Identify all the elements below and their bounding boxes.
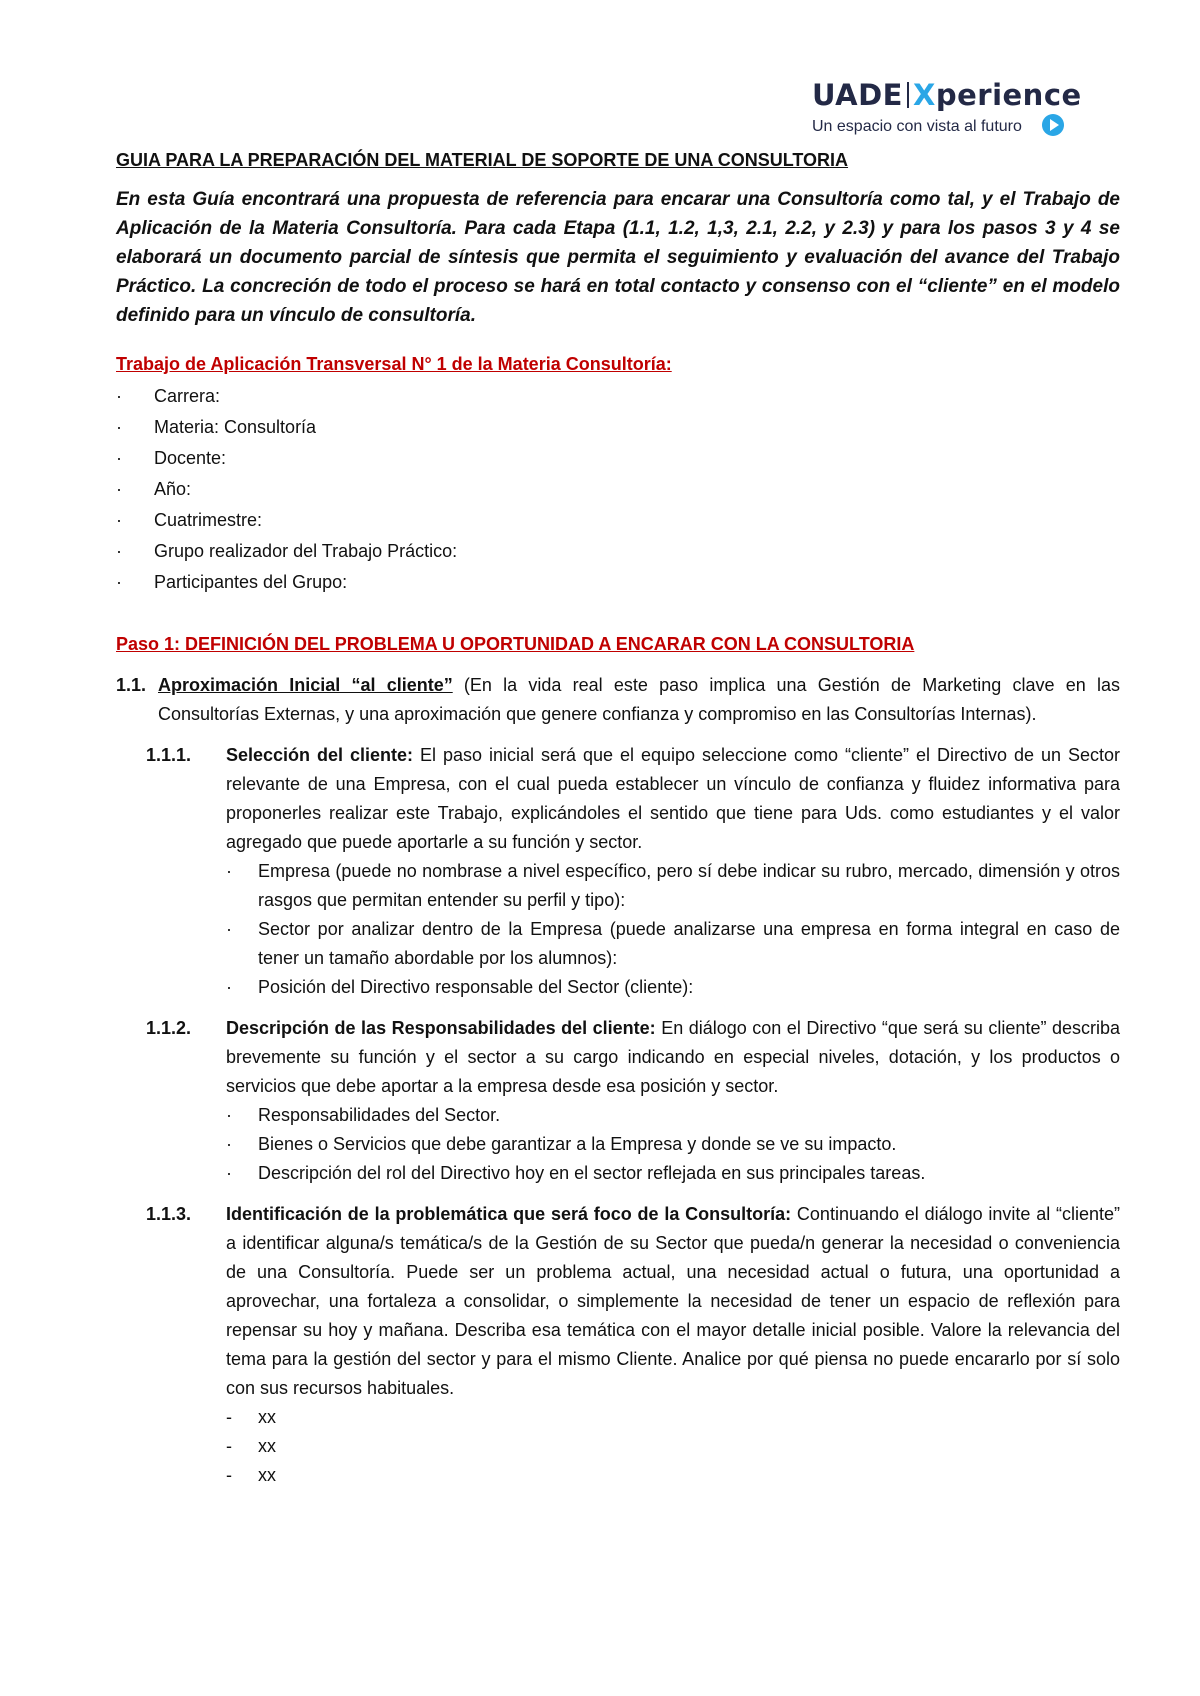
section-number: 1.1.1. — [146, 745, 192, 765]
logo-wordmark — [812, 78, 1082, 112]
field-grupo: · Grupo realizador del Trabajo Práctico: — [116, 536, 1120, 567]
list-item: · Posición del Directivo responsable del Sector (cliente): — [226, 973, 1120, 1002]
intro-paragraph: En esta Guía encontrará una propuesta de referencia para encarar una Consultoría como tal, y el Trabajo de Aplicación de la Materia Consultoría. Para cada Etapa (1.1, 1.2, 1,3, 2.1, 2.2, y 2.3) y para los pasos 3 y 4 se elaborará un documento parcial de síntesis que permita el seguimiento y evaluación del avance del Trabajo Práctico. La concreción de todo el proceso se hará en total contacto y consenso con el “cliente” en el modelo definido para un vínculo de consultoría. — [116, 189, 1120, 326]
section-text: En diálogo con el Directivo “que será su cliente” describa brevemente su función y el sector a su cargo indicando en especial niveles, dotación, y los productos o servicios que debe aportar a la empresa desde esa posición y sector. — [226, 1018, 1120, 1096]
field-anio: · Año: — [116, 474, 1120, 505]
logo-x: X — [912, 78, 936, 112]
section-paragraph — [226, 1200, 1120, 1403]
section-text: El paso inicial será que el equipo seleccione como “cliente” el Directivo de un Sector relevante de una Empresa, con el cual pueda establecer un vínculo de confianza y fluidez informativa para proponerles realizar este Trabajo, explicándoles el sentido que tiene para Uds. como estudiantes y el valor agregado que puede aportarle a su función y sector. — [226, 745, 1121, 852]
list-item: - xx — [226, 1461, 1120, 1490]
paso1-heading: Paso 1: DEFINICIÓN DEL PROBLEMA U OPORTUNIDAD A ENCARAR CON LA CONSULTORIA — [116, 634, 915, 654]
dash-list — [226, 1403, 1120, 1490]
list-item: - xx — [226, 1432, 1120, 1461]
section-text: Continuando el diálogo invite al “cliente” a identificar alguna/s temática/s de la Gestión de su Sector que pueda/n generar la necesidad o conveniencia de una Consultoría. Puede ser un problema actual, una necesidad actual o futura, una oportunidad a aprovechar, una fortaleza a consolidar, o simplemente la necesidad de tener un espacio de reflexión para repensar su hoy y mañana. Describa esa temática con el mayor detalle inicial posible. Valore la relevancia del tema para la gestión del sector y para el mismo Cliente. Analice por qué piensa no puede encararlo por sí solo con sus recursos habituales. — [226, 1204, 1121, 1398]
list-item: · Responsabilidades del Sector. — [226, 1101, 1120, 1130]
section-lead: Selección del cliente: — [226, 745, 414, 765]
list-item: · Empresa (puede no nombrase a nivel específico, pero sí debe indicar su rubro, mercado, dimensión y otros rasgos que permitan entender su perfil y tipo): — [226, 857, 1120, 915]
section-number: 1.1.2. — [146, 1018, 192, 1038]
section-lead: Aproximación Inicial “al cliente” — [158, 675, 453, 695]
play-icon — [1042, 114, 1064, 136]
section-1-1-3 — [116, 1200, 1120, 1490]
document-title: GUIA PARA LA PREPARACIÓN DEL MATERIAL DE SOPORTE DE UNA CONSULTORIA — [116, 150, 849, 170]
section-paragraph — [226, 741, 1120, 857]
list-item: · Descripción del rol del Directivo hoy en el sector reflejada en sus principales tareas. — [226, 1159, 1120, 1188]
logo-rest: perience — [935, 78, 1082, 112]
field-materia: · Materia: Consultoría — [116, 412, 1120, 443]
trabajo-fields — [116, 381, 1120, 598]
section-1-1-2 — [116, 1014, 1120, 1188]
section-1-1 — [116, 671, 1120, 729]
bullet-list — [226, 1101, 1120, 1188]
list-item: · Sector por analizar dentro de la Empresa (puede analizarse una empresa en forma integral en caso de tener un tamaño abordable por los alumnos): — [226, 915, 1120, 973]
logo-brand: UADE — [812, 78, 903, 112]
logo-tagline: Un espacio con vista al futuro — [812, 118, 1022, 135]
field-docente: · Docente: — [116, 443, 1120, 474]
list-item: - xx — [226, 1403, 1120, 1432]
uade-xperience-logo — [812, 78, 1082, 148]
bullet-list — [226, 857, 1120, 1002]
field-cuatrimestre: · Cuatrimestre: — [116, 505, 1120, 536]
section-number: 1.1. — [116, 675, 147, 695]
trabajo-heading: Trabajo de Aplicación Transversal N° 1 de la Materia Consultoría: — [116, 354, 672, 374]
section-text: (En la vida real este paso implica una Gestión de Marketing clave en las Consultorías Externas, y una aproximación que genere confianza y compromiso en las Consultorías Internas). — [158, 675, 1120, 724]
field-participantes: · Participantes del Grupo: — [116, 567, 1120, 598]
section-1-1-1 — [116, 741, 1120, 1002]
list-item: · Bienes o Servicios que debe garantizar a la Empresa y donde se ve su impacto. — [226, 1130, 1120, 1159]
section-lead: Descripción de las Responsabilidades del cliente: — [226, 1018, 656, 1038]
document-body — [116, 150, 1120, 1502]
section-number: 1.1.3. — [146, 1204, 192, 1224]
section-paragraph — [226, 1014, 1120, 1101]
section-lead: Identificación de la problemática que será foco de la Consultoría: — [226, 1204, 792, 1224]
field-carrera: · Carrera: — [116, 381, 1120, 412]
